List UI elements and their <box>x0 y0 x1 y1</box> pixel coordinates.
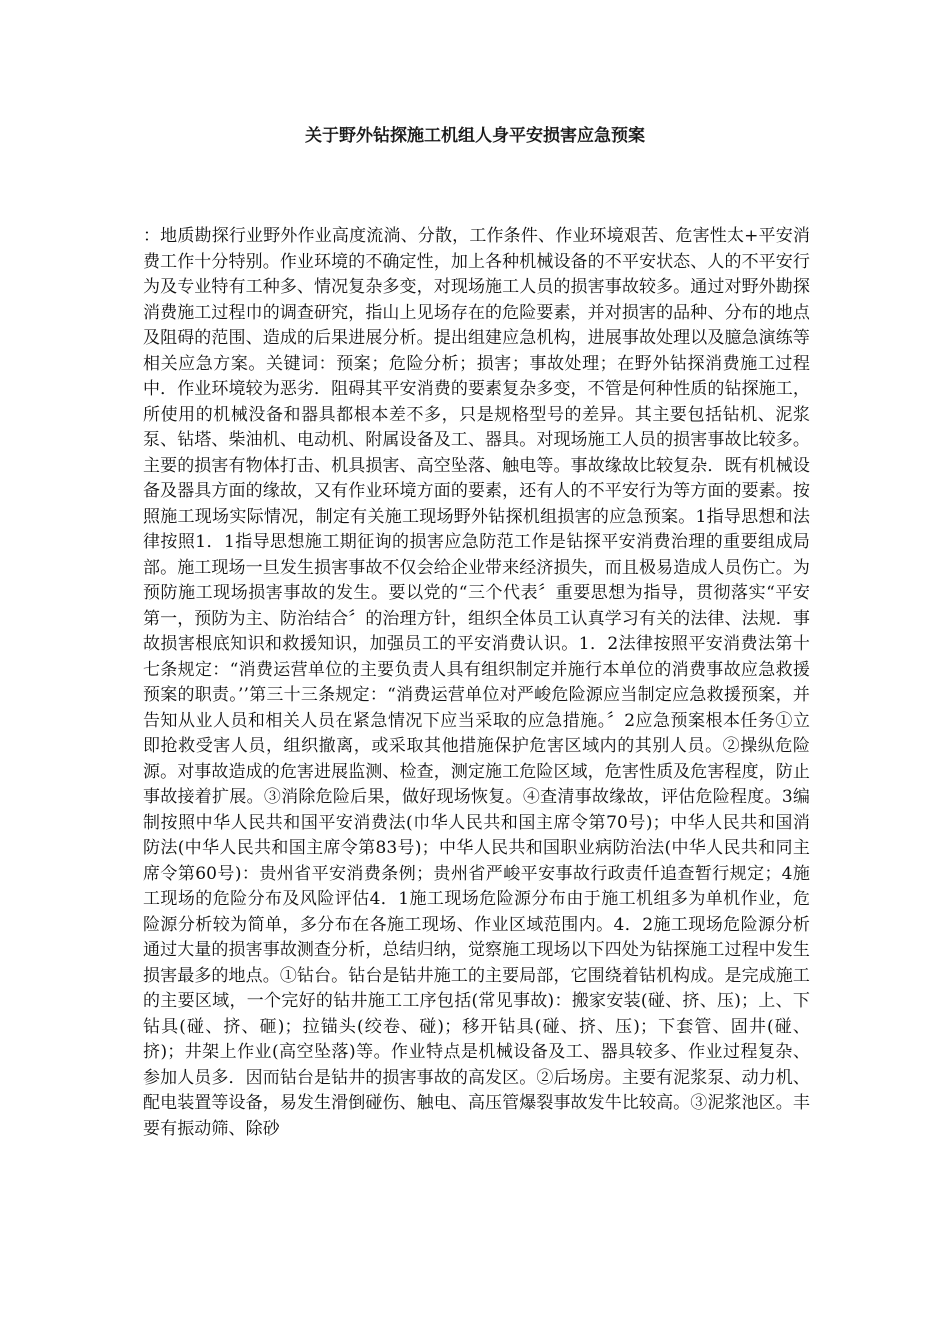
document-title: 关于野外钻探施工机组人身平安损害应急预案 <box>305 126 645 146</box>
document-body-paragraph: ：地质勘探行业野外作业高度流淌、分散，工作条件、作业环境艰苦、危害性太+平安消费工作十分特别。作业环境的不确定性，加上各种机械设备的不平安状态、人的不平安行为及专业特有工种多、情况复杂多变，对现场施工人员的损害事故较多。通过对野外勘探消费施工过程巾的调查研究，指山上见场存在的危险要素，并对损害的品种、分布的地点及阻碍的范围、造成的后果进展分析。提出组建应急机构，进展事故处理以及臆急演练等相关应急方案。关键词：预案；危险分析；损害；事故处理；在野外钻探消费施工过程中．作业环境较为恶劣．阻碍其平安消费的要素复杂多变，不管是何种性质的钻探施工，所使用的机械没备和器具都根本差不多，只是规格型号的差异。其主要包括钻机、泥浆泵、钻塔、柴油机、电动机、附属设备及工、器具。对现场施工人员的损害事故比较多。主要的损害有物体打击、机具损害、高空坠落、触电等。事故缘故比较复杂．既有机械设备及器具方面的缘故，又有作业环境方面的要素，还有人的不平安行为等方面的要素。按照施工现场实际情况，制定有关施工现场野外钻探机组损害的应急预案。1指导思想和法律按照1．1指导思想施工期征询的损害应急防范工作是钻探平安消费治理的重要组成局部。施工现场一旦发生损害事故不仅会给企业带来经济损失，而且极易造成人员伤亡。为预防施工现场损害事故的发生。要以党的“三个代表〞重要思想为指导，贯彻落实“平安第一，预防为主、防治结合〞的治理方针，组织全体员工认真学习有关的法律、法规．事故损害根底知识和救援知识，加强员工的平安消费认识。1．2法律按照平安消费法第十七条规定：“消费运营单位的主要负责人具有组织制定并施行本单位的消费事故应急救援预案的职责。’’第三十三条规定：“消费运营单位对严峻危险源应当制定应急救援预案，并告知从业人员和相关人员在紧急情况下应当采取的应急措施。〞2应急预案根本任务①立即抢救受害人员，组织撤离，或采取其他措施保护危害区域内的其别人员。②操纵危险源。对事故造成的危害进展监测、检查，测定施工危险区域，危害性质及危害程度，防止事故接着扩展。③消除危险后果，做好现场恢复。④查清事故缘故，评估危险程度。3编制按照中华人民共和国平安消费法(巾华人民共和国主席令第70号)；中华人民共和国消防法(中华人民共和国主席令第83号)；中华人民共和国职业病防治法(中华人民共和同主席令第60号)：贵州省平安消费条例；贵州省严峻平安事故行政责仟追查暂行规定；4施工现场的危险分布及风险评估4．1施工现场危险源分布由于施工机组多为单机作业，危险源分析较为简单，多分布在各施工现场、作业区域范围内。4．2施工现场危险源分析通过大量的损害事故测查分析，总结归纳，觉察施工现场以下四处为钻探施工过程中发生损害最多的地点。①钻台。钻台是钻井施工的主要局部，它围绕着钻机构成。是完成施工的主要区域，一个完好的钻井施工工序包括(常见事故)：搬家安装(碰、挤、压)；上、下钻具(碰、挤、砸)；拉锚头(绞卷、碰)；移开钻具(碰、挤、压)；下套管、固井(碰、挤)；井架上作业(高空坠落)等。作业特点是机械设备及工、器具较多、作业过程复杂、参加人员多．因而钻台是钻井的损害事故的高发区。②后场房。主要有泥浆泵、动力机、配电装置等设备，易发生滑倒碰伤、触电、高压管爆裂事故发牛比较高。③泥浆池区。丰要有振动筛、除砂 <box>143 226 810 1139</box>
